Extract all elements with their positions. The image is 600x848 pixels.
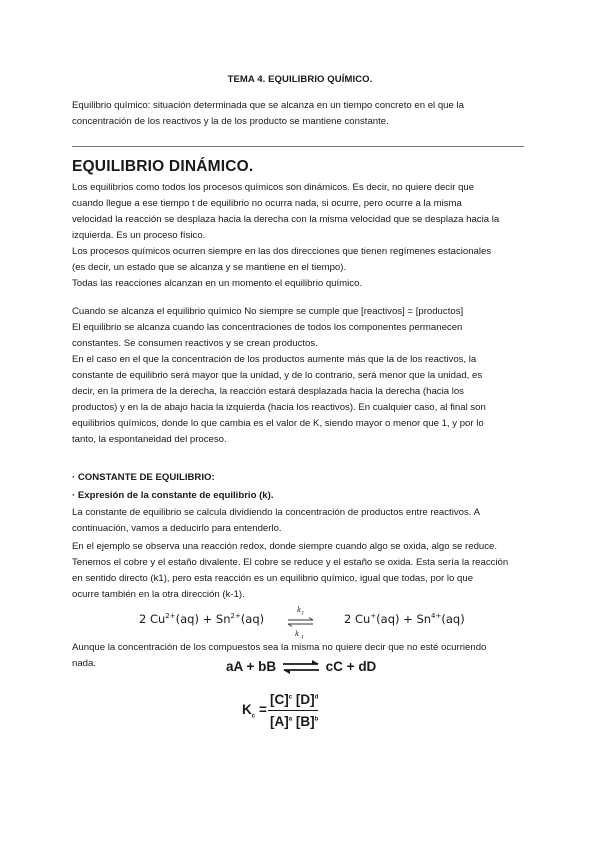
general-products: cC + dD	[325, 659, 377, 674]
paragraph-line: Cuando se alcanza el equilibrio químico No siempre se cumple que [reactivos] = [productos]	[72, 306, 464, 317]
paragraph-line: en sentido directo (k1), pero esta reacción es un equilibrio químico, igual que todas, por lo que	[72, 573, 474, 584]
paragraph-line: constantes. Se consumen reactivos y se crean productos.	[72, 338, 318, 349]
equilibrium-arrows-icon	[282, 660, 320, 674]
intro-line-1: Equilibrio químico: situación determinada que se alcanza en un tiempo concreto en el que la	[72, 100, 464, 111]
kc-equals: =	[259, 702, 267, 717]
paragraph-line: Los equilibrios como todos los procesos químicos son dinámicos. Es decir, no quiere decir que	[72, 182, 475, 193]
paragraph-line: (es decir, un estado que se alcanza y se mantiene en el tiempo).	[72, 262, 347, 273]
kc-numerator: $[C]^c$ $[D]^d$	[270, 692, 319, 707]
paragraph-line: En el caso en el que la concentración de los productos aumente más que la de los reactivos, la	[72, 354, 477, 365]
redox-equation	[0, 608, 600, 644]
paragraph-line: productos) y en la de abajo hacia la izquierda (hacia los reactivos). En cualquier caso, al final son	[72, 402, 486, 413]
paragraph-line: Tenemos el cobre y el estaño divalente. El cobre se reduce y el estaño se oxida. Esta sería la reacción	[72, 557, 509, 568]
k-backward-label: $k_{-1}$	[295, 630, 305, 641]
equation-reactants: 2 $Cu^{2+}(aq) + Sn^{2+}(aq)$	[139, 612, 265, 626]
general-reactants: aA + bB	[226, 659, 277, 674]
paragraph-line: velocidad la reacción se desplaza hacia la derecha con la misma velocidad que se desplaza hacia la	[72, 214, 500, 225]
paragraph-line: continuación, vamos a deducirlo para entenderlo.	[72, 523, 282, 534]
paragraph-line: izquierda. Es un proceso físico.	[72, 230, 206, 241]
horizontal-divider	[72, 146, 524, 147]
paragraph-line: decir, en la primera de la derecha, la reacción estará desplazada hacia la derecha (hacia los	[72, 386, 464, 397]
kc-expression	[242, 686, 362, 736]
kc-denominator: $[A]^a$ $[B]^b$	[270, 714, 319, 729]
k-forward-label: $k_1$	[297, 606, 305, 617]
paragraph-line: tanto, la espontaneidad del proceso.	[72, 434, 227, 445]
general-equilibrium-equation	[226, 659, 376, 674]
intro-line-2: concentración de los reactivos y la de los producto se mantiene constante.	[72, 116, 389, 127]
paragraph-line: equilibrios químicos, donde lo que cambia es el valor de K, siendo mayor o menor que 1, y por lo	[72, 418, 484, 429]
paragraph-line: Todas las reacciones alcanzan en un momento el equilibrio químico.	[72, 278, 363, 289]
paragraph-line: El equilibrio se alcanza cuando las concentraciones de todos los componentes permanecen	[72, 322, 463, 333]
paragraph-line: La constante de equilibrio se calcula dividiendo la concentración de productos entre reactivos. A	[72, 507, 480, 518]
paragraph-line: ocurre también en la otra dirección (k-1).	[72, 589, 245, 600]
section-heading-constante: · CONSTANTE DE EQUILIBRIO:	[72, 472, 215, 483]
paragraph-line: constante de equilibrio será mayor que la unidad, y de lo contrario, será menor que la unidad, es	[72, 370, 483, 381]
equilibrium-arrows-icon	[286, 608, 316, 644]
paragraph-line: nada.	[72, 658, 97, 669]
double-arrow-icon	[286, 616, 316, 630]
page-title: TEMA 4. EQUILIBRIO QUÍMICO.	[227, 74, 373, 85]
paragraph-line: cuando llegue a ese tiempo t de equilibrio no ocurra nada, si ocurre, pero ocurre a la misma	[72, 198, 462, 209]
subheading-expresion: · Expresión de la constante de equilibrio (k).	[72, 490, 274, 501]
fraction-bar	[268, 710, 318, 711]
paragraph-line: Aunque la concentración de los compuestos sea la misma no quiere decir que no esté ocurriendo	[72, 642, 487, 653]
paragraph-line: Los procesos químicos ocurren siempre en las dos direcciones que tienen regímenes estacionales	[72, 246, 492, 257]
equation-products: 2 $Cu^+(aq) + Sn^{4+}(aq)$	[344, 612, 465, 626]
section-heading-equilibrio-dinamico: EQUILIBRIO DINÁMICO.	[72, 158, 254, 175]
kc-symbol: $K_c$	[242, 702, 256, 720]
paragraph-line: En el ejemplo se observa una reacción redox, donde siempre cuando algo se oxida, algo se reduce.	[72, 541, 498, 552]
